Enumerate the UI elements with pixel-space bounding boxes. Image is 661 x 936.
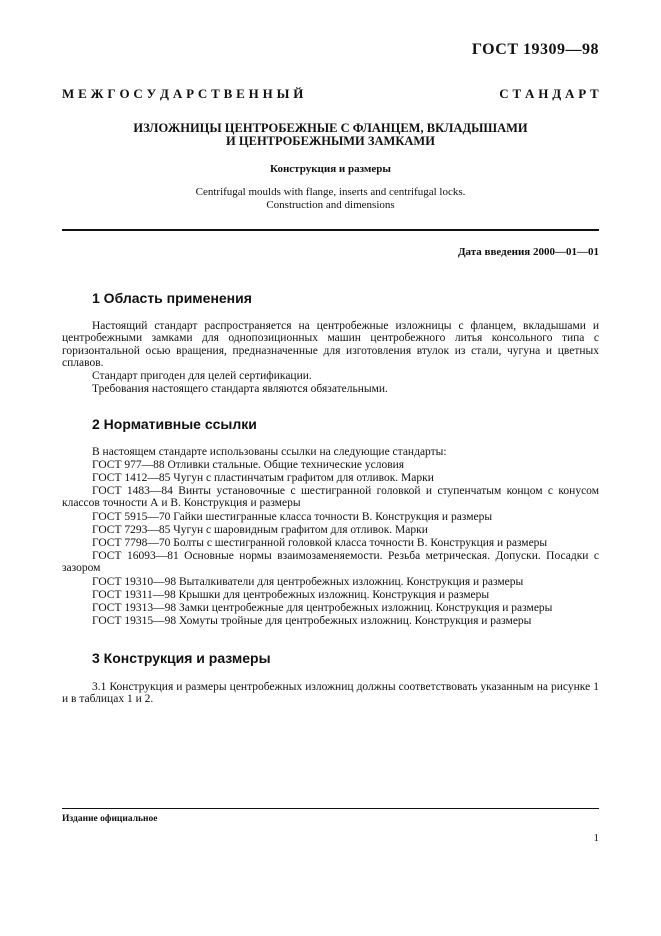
reference-item: ГОСТ 977—88 Отливки стальные. Общие технические условия [92,459,405,471]
reference-item: ГОСТ 19315—98 Хомуты тройные для центробежных изложниц. Конструкция и размеры [92,615,532,627]
reference-item: ГОСТ 16093—81 Основные нормы взаимозаменяемости. Резьба метрическая. Допуски. Посадки с зазором [62,550,599,575]
title-line-1: ИЗЛОЖНИЦЫ ЦЕНТРОБЕЖНЫЕ С ФЛАНЦЕМ, ВКЛАДЫШАМИ [133,121,528,135]
section-1-heading: 1 Область применения [92,290,252,306]
footer-divider [62,808,599,809]
standard-banner [62,86,599,102]
section-1-paragraph-1: Настоящий стандарт распространяется на центробежные изложницы с фланцем, вкладышами и центробежными замками для однопозиционных машин центробежного литья консольного типа с горизонтальной осью вращения, предназначенные для изготовления втулок из стали, чугуна и цветных сплавов. [62,320,599,369]
section-1-paragraph-2: Стандарт пригоден для целей сертификации. [92,370,312,382]
reference-item: ГОСТ 19311—98 Крышки для центробежных изложниц. Конструкция и размеры [92,589,490,601]
reference-item: ГОСТ 1412—85 Чугун с пластинчатым графитом для отливок. Марки [92,472,434,484]
section-1-paragraph-3: Требования настоящего стандарта являются обязательными. [92,383,388,395]
banner-interstate: М Е Ж Г О С У Д А Р С Т В Е Н Н Ы Й [62,86,304,101]
subtitle-ru: Конструкция и размеры [270,163,391,175]
section-3-paragraph-1: 3.1 Конструкция и размеры центробежных изложниц должны соответствовать указанным на рисунке 1 и в таблицах 1 и 2. [62,681,599,706]
reference-item: ГОСТ 1483—84 Винты установочные с шестигранной головкой и ступенчатым концом с конусом классов точности А и В. Конструкция и размеры [62,485,599,510]
page-number: 1 [593,832,599,844]
section-3-heading: 3 Конструкция и размеры [92,650,271,666]
banner-standard: С Т А Н Д А Р Т [499,86,599,101]
reference-item: ГОСТ 7293—85 Чугун с шаровидным графитом для отливок. Марки [92,524,428,536]
official-edition-label: Издание официальное [62,814,158,824]
title-line-2: И ЦЕНТРОБЕЖНЫМИ ЗАМКАМИ [226,134,435,148]
reference-item: ГОСТ 19313—98 Замки центробежные для центробежных изложниц. Конструкция и размеры [92,602,553,614]
section-2-intro: В настоящем стандарте использованы ссылки на следующие стандарты: [92,446,447,458]
subtitle-en-1: Centrifugal moulds with flange, inserts and centrifugal locks. [195,186,466,198]
section-2-heading: 2 Нормативные ссылки [92,416,257,432]
reference-item: ГОСТ 7798—70 Болты с шестигранной головкой класса точности В. Конструкция и размеры [92,537,548,549]
gost-code: ГОСТ 19309—98 [471,41,599,58]
subtitle-en-2: Construction and dimensions [266,199,395,211]
reference-item: ГОСТ 5915—70 Гайки шестигранные класса точности В. Конструкция и размеры [92,511,493,523]
reference-item: ГОСТ 19310—98 Выталкиватели для центробежных изложниц. Конструкция и размеры [92,576,524,588]
header-divider [62,229,599,231]
introduction-date: Дата введения 2000—01—01 [457,246,599,258]
